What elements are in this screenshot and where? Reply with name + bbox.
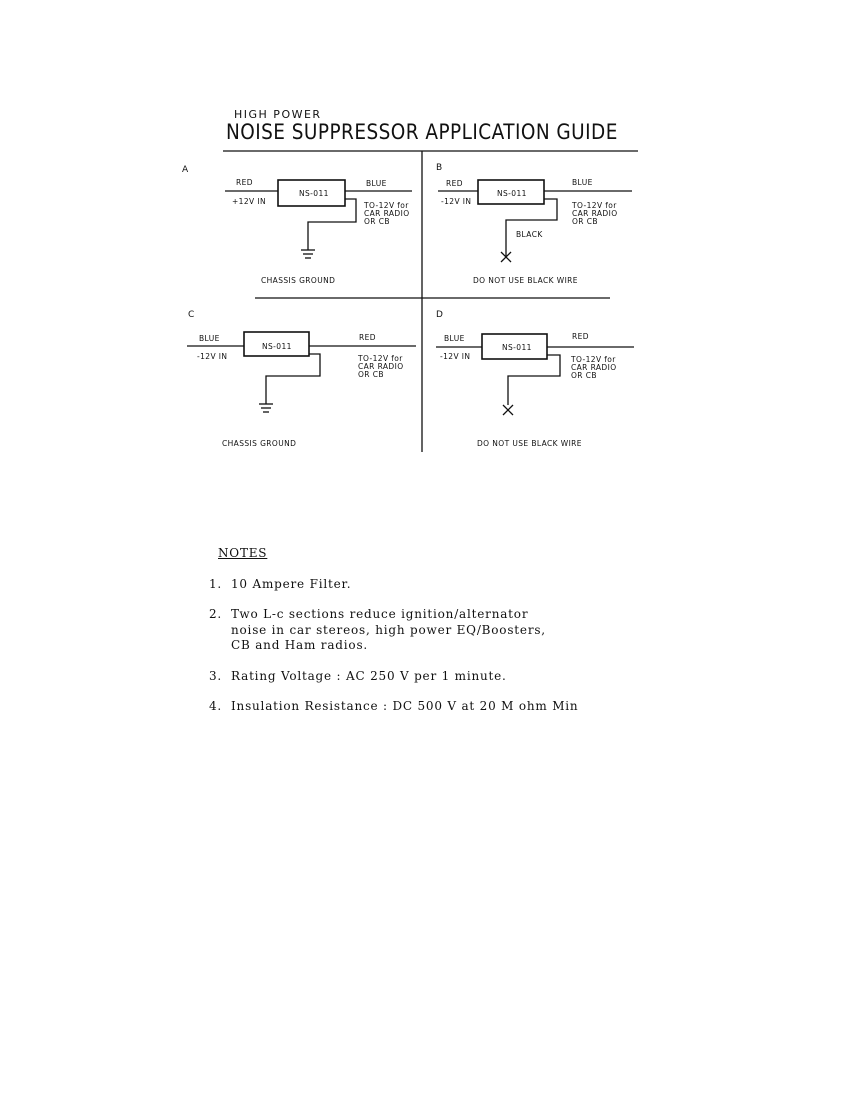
panel-a-caption: CHASSIS GROUND: [261, 276, 336, 285]
panel-b-black-wire-label: BLACK: [516, 230, 543, 239]
panel-d-device-label: NS-011: [502, 343, 532, 352]
panel-b-output-line-2: CAR RADIO: [572, 209, 618, 218]
note-item: [209, 577, 578, 593]
note-number: 2.: [209, 607, 223, 621]
panel-d-output-line-2: CAR RADIO: [571, 363, 617, 372]
panel-d-caption: DO NOT USE BLACK WIRE: [477, 439, 582, 448]
panel-d-output-line-1: TO-12V for: [571, 355, 616, 364]
panel-c-right-wire-label: RED: [359, 333, 376, 342]
panel-c-output-line-1: TO-12V for: [358, 354, 403, 363]
note-number: 3.: [209, 668, 223, 683]
panel-b-caption: DO NOT USE BLACK WIRE: [473, 276, 578, 285]
wiring-diagram: [0, 0, 844, 470]
panel-b-input-label: -12V IN: [441, 197, 472, 206]
panel-b-device-label: NS-011: [497, 189, 527, 198]
note-number: 4.: [209, 699, 223, 713]
subtitle: HIGH POWER: [234, 108, 322, 121]
note-text: Two L-c sections reduce ignition/alternator noise in car stereos, high power EQ/Boosters, CB and Ham radios.: [231, 607, 546, 652]
panel-c-output-line-2: CAR RADIO: [358, 362, 404, 371]
panel-a-input-label: +12V IN: [232, 197, 266, 206]
panel-c-output-line-3: OR CB: [358, 370, 384, 379]
panel-d-x-mark-icon: [503, 405, 513, 415]
panel-a-right-wire-label: BLUE: [366, 179, 387, 188]
panel-d-wiring: [436, 334, 634, 415]
note-item: [209, 699, 578, 715]
panel-b-left-wire-label: RED: [446, 179, 463, 188]
panel-b-wiring: [438, 180, 632, 262]
panel-b-output-line-1: TO-12V for: [572, 201, 617, 210]
panel-a-left-wire-label: RED: [236, 178, 253, 187]
note-item: [209, 607, 578, 654]
panel-d-output-line-3: OR CB: [571, 371, 597, 380]
note-item: [209, 669, 578, 685]
panel-d-left-wire-label: BLUE: [444, 334, 465, 343]
panel-d-letter: D: [436, 310, 443, 320]
page-title: NOISE SUPPRESSOR APPLICATION GUIDE: [226, 120, 618, 144]
panel-b-right-wire-label: BLUE: [572, 178, 593, 187]
panel-c-ground-icon: [259, 404, 273, 412]
panel-a-output-line-3: OR CB: [364, 217, 390, 226]
panel-d-input-label: -12V IN: [440, 352, 471, 361]
panel-c-input-label: -12V IN: [197, 352, 228, 361]
panel-c-letter: C: [188, 310, 195, 320]
panel-b-output-line-3: OR CB: [572, 217, 598, 226]
panel-a-output-line-2: CAR RADIO: [364, 209, 410, 218]
panel-d-right-wire-label: RED: [572, 332, 589, 341]
note-number: 1.: [209, 576, 223, 591]
panel-a-ground-icon: [301, 250, 315, 258]
panel-c-left-wire-label: BLUE: [199, 334, 220, 343]
note-text: 10 Ampere Filter.: [231, 576, 352, 591]
panel-b-letter: B: [436, 163, 443, 173]
panel-c-device-label: NS-011: [262, 342, 292, 351]
panel-a-device-label: NS-011: [299, 189, 329, 198]
notes-heading: NOTES: [218, 546, 268, 560]
panel-a-output-line-1: TO-12V for: [364, 201, 409, 210]
panel-a-letter: A: [182, 165, 189, 175]
note-text: Rating Voltage : AC 250 V per 1 minute.: [231, 668, 507, 683]
notes-section: [209, 546, 578, 730]
panel-c-caption: CHASSIS GROUND: [222, 439, 297, 448]
note-text: Insulation Resistance : DC 500 V at 20 M ohm Min: [231, 699, 579, 713]
